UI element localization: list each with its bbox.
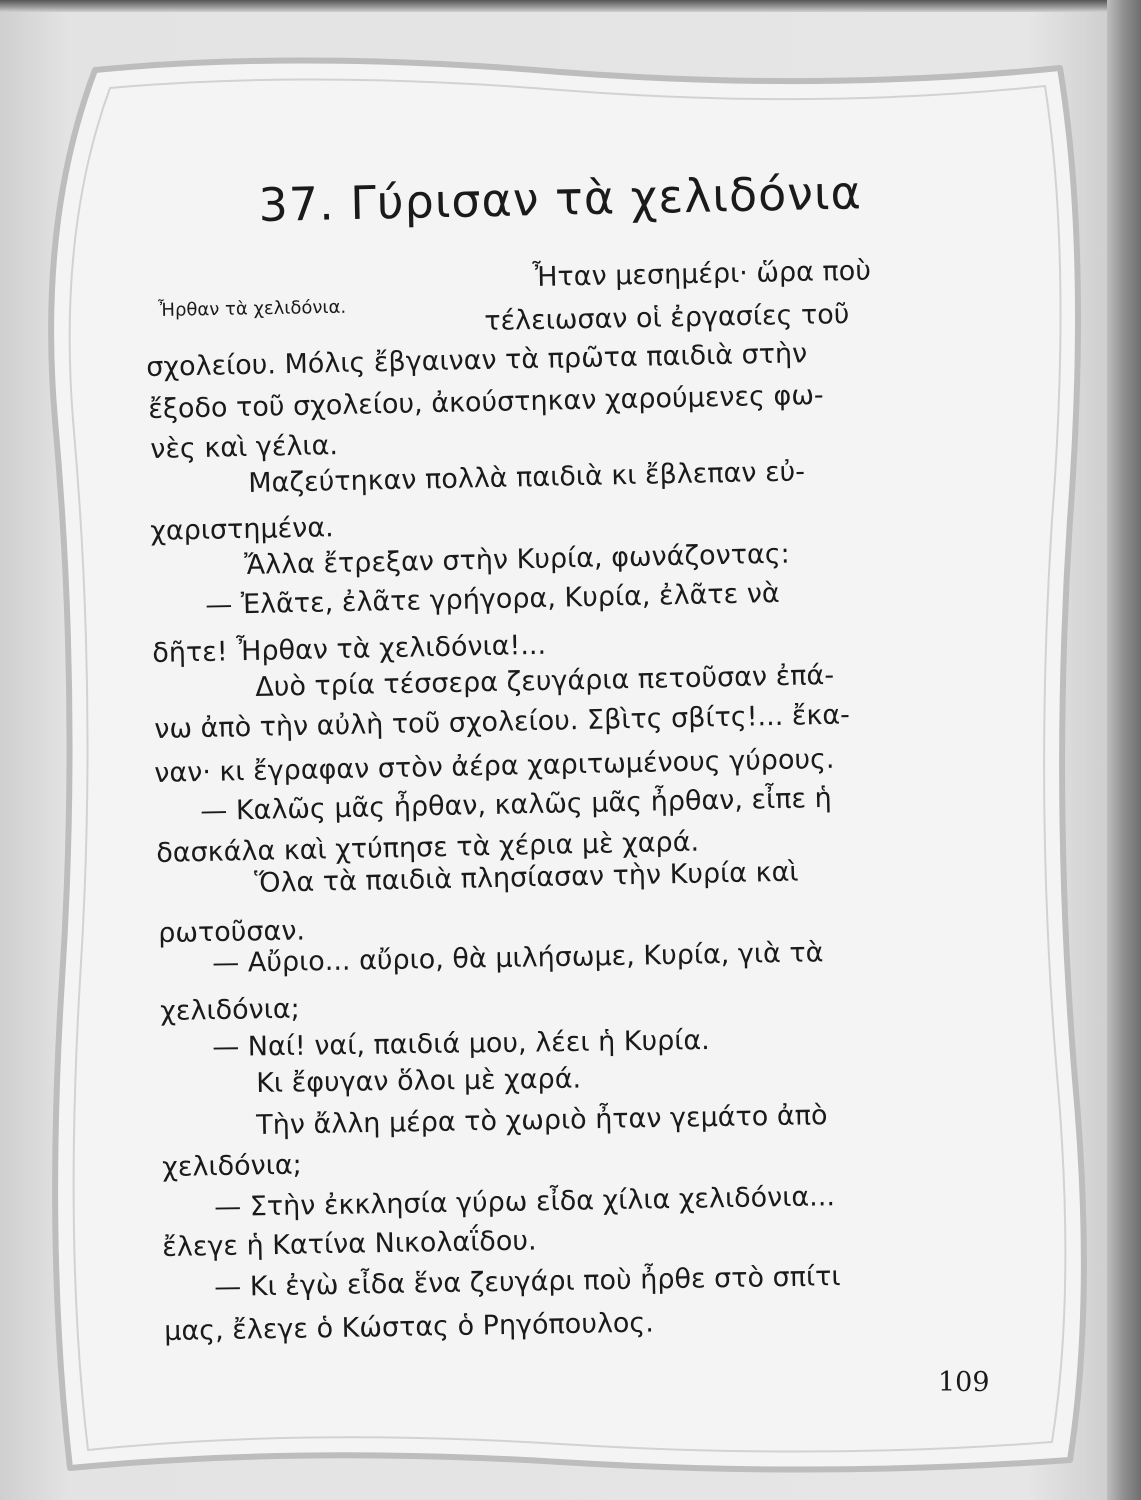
text-line: χελιδόνια; <box>162 1149 302 1183</box>
text-line: Δυὸ τρία τέσσερα ζευγάρια πετοῦσαν ἐπά- <box>255 659 835 703</box>
text-line: Μαζεύτηκαν πολλὰ παιδιὰ κι ἔβλεπαν εὐ- <box>248 456 806 499</box>
text-line: χελιδόνια; <box>160 993 300 1027</box>
margin-caption: Ἦρθαν τὰ χελιδόνια. <box>158 296 347 321</box>
text-line: τέλειωσαν οἱ ἐργασίες τοῦ <box>484 298 850 337</box>
text-line: — Στὴν ἐκκλησία γύρω εἶδα χίλια χελιδόνια... <box>214 1181 836 1223</box>
text-line: νω ἀπὸ τὴν αὐλὴ τοῦ σχολείου. Σβὶτς σβίτς!... ἔκα- <box>154 699 851 745</box>
text-line: ρωτοῦσαν. <box>158 915 306 949</box>
text-line: Τὴν ἄλλη μέρα τὸ χωριὸ ἦταν γεμάτο ἀπὸ <box>256 1100 828 1141</box>
text-line: ἔλεγε ἡ Κατίνα Νικολαΐδου. <box>162 1225 537 1263</box>
text-line: — Ναί! ναί, παιδιά μου, λέει ἡ Κυρία. <box>212 1025 710 1063</box>
text-line: ναν· κι ἔγραφαν στὸν ἀέρα χαριτωμένους γύρους. <box>154 743 835 789</box>
chapter-title: 37. Γύρισαν τὰ χελιδόνια <box>258 165 863 232</box>
text-line: Ὅλα τὰ παιδιὰ πλησίασαν τὴν Κυρία καὶ <box>254 856 799 899</box>
text-line: Ἄλλα ἔτρεξαν στὴν Κυρία, φωνάζοντας: <box>244 538 791 581</box>
text-line: ἔξοδο τοῦ σχολείου, ἀκούστηκαν χαρούμενες φω- <box>148 379 824 425</box>
text-line: Κι ἔφυγαν ὅλοι μὲ χαρά. <box>256 1063 582 1099</box>
text-line: μας, ἔλεγε ὁ Κώστας ὁ Ρηγόπουλος. <box>164 1307 655 1347</box>
text-line: — Αὔριο... αὔριο, θὰ μιλήσωμε, Κυρία, γιὰ τὰ <box>212 937 824 979</box>
text-line: Ἦταν μεσημέρι· ὥρα ποὺ <box>532 255 872 293</box>
text-line: σχολείου. Μόλις ἔβγαιναν τὰ πρῶτα παιδιὰ στὴν <box>146 338 808 383</box>
text-line: — Καλῶς μᾶς ἦρθαν, καλῶς μᾶς ἦρθαν, εἶπε ἡ <box>200 782 833 827</box>
text-line: — Ἐλᾶτε, ἐλᾶτε γρήγορα, Κυρία, ἐλᾶτε νὰ <box>205 577 780 621</box>
text-line: — Κι ἐγὼ εἶδα ἕνα ζευγάρι ποὺ ἦρθε στὸ σπίτι <box>214 1261 841 1303</box>
text-line: χαριστημένα. <box>150 512 334 547</box>
text-line: δῆτε! Ἦρθαν τὰ χελιδόνια!... <box>152 629 547 669</box>
text-line: νὲς καὶ γέλια. <box>150 430 339 465</box>
page-number: 109 <box>938 1367 990 1398</box>
text-line: δασκάλα καὶ χτύπησε τὰ χέρια μὲ χαρά. <box>156 826 700 869</box>
